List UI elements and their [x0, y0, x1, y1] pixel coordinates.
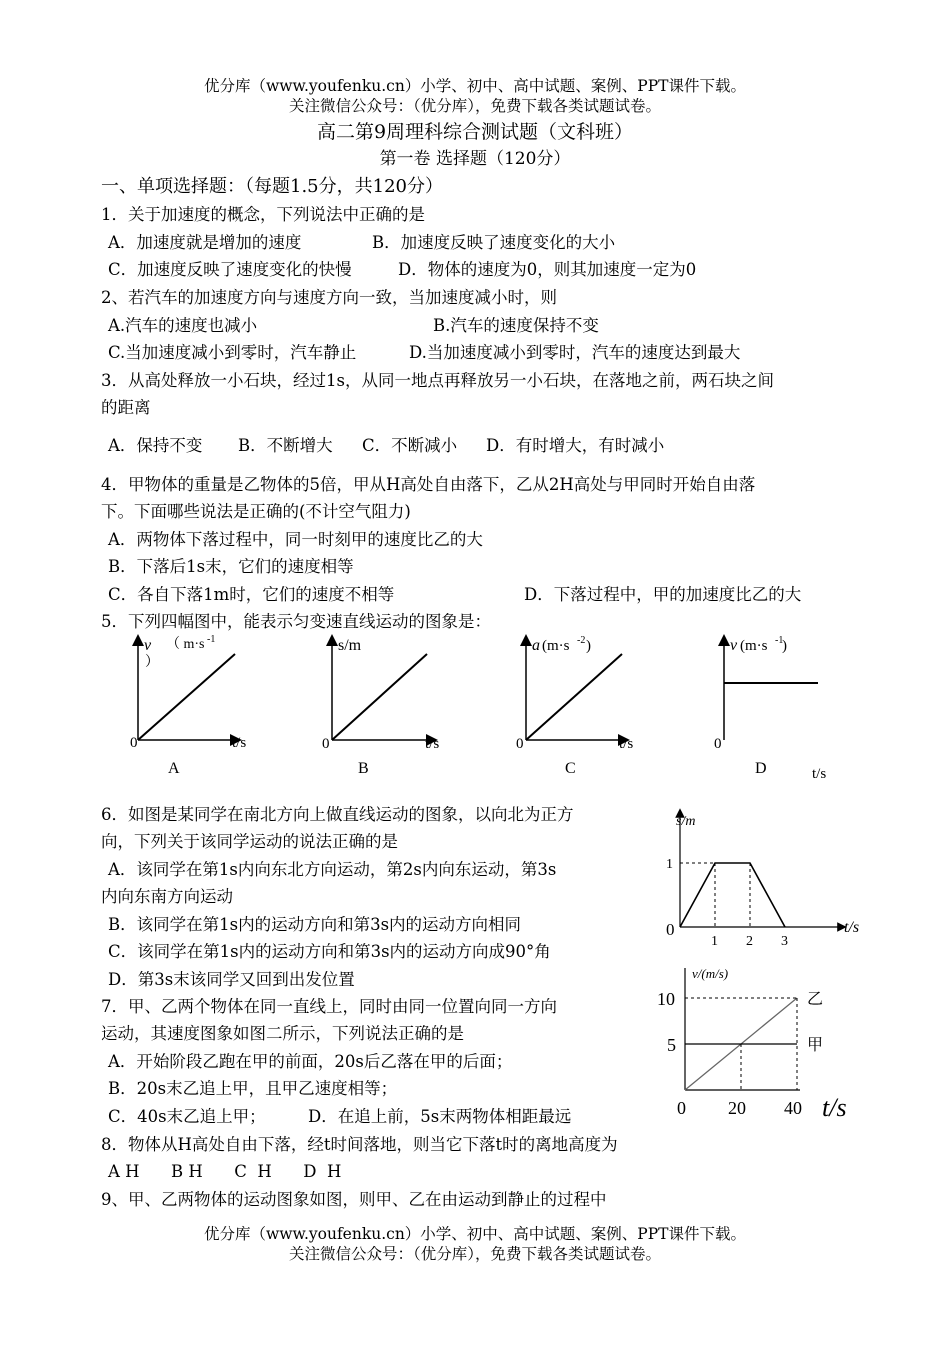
section-heading: 一、单项选择题：（每题1.5分，共120分） [101, 176, 443, 197]
header-line-1: 优分库（www.youfenku.cn）小学、初中、高中试题、案例、PPT课件下载。 [203, 77, 747, 95]
q4-option-d: D．下落过程中，甲的加速度比乙的大 [524, 585, 802, 604]
q6-option-a-line-1: A．该同学在第1s内向东北方向运动，第2s内向东运动，第3s [108, 860, 557, 879]
graph-b-origin: 0 [322, 736, 330, 752]
q7-xtick-20: 20 [728, 1098, 746, 1118]
q9-stem: 9、甲、乙两物体的运动图象如图，则甲、乙在由运动到静止的过程中 [101, 1190, 607, 1209]
q7-legend-jia: 甲 [807, 1037, 824, 1054]
graph-c-origin: 0 [516, 736, 524, 752]
q7-xlabel: t/s [822, 1093, 847, 1122]
q6-ylabel: s/m [676, 814, 696, 829]
exam-title: 高二第9周理科综合测试题（文科班） [316, 121, 634, 143]
q3-option-d: D．有时增大，有时减小 [486, 436, 665, 455]
graph-c-line [526, 654, 622, 740]
q7-ytick-10: 10 [657, 989, 675, 1009]
q7-legend-yi: 乙 [807, 991, 824, 1008]
q5-stem: 5．下列四幅图中，能表示匀变速直线运动的图象是： [101, 612, 491, 631]
graph-a-ylabel-v: v [144, 637, 152, 654]
q1-option-d: D．物体的速度为0，则其加速度一定为0 [398, 260, 697, 279]
q6-xtick-2: 2 [746, 934, 753, 949]
graph-c-ylabel-exp: -2 [577, 635, 586, 646]
q5-graphs [0, 630, 950, 785]
graph-a-ylabel-exp: -1 [207, 634, 216, 645]
header-line-2: 关注微信公众号：（优分库），免费下载各类试题试卷。 [288, 97, 661, 115]
q7-ylabel: v/(m/s) [692, 966, 729, 981]
q1-option-b: B．加速度反映了速度变化的大小 [372, 233, 616, 252]
footer-line-1: 优分库（www.youfenku.cn）小学、初中、高中试题、案例、PPT课件下载。 [203, 1225, 747, 1243]
graph-c-ylabel-unit: (m·s [542, 638, 570, 654]
q7-stem-line-2: 运动，其速度图象如图二所示，下列说法正确的是 [101, 1024, 464, 1043]
q4-stem-line-1: 4．甲物体的重量是乙物体的5倍，甲从H高处自由落下，乙从2H高处与甲同时开始自由落 [101, 475, 756, 494]
q3-option-c: C．不断减小 [362, 436, 458, 455]
graph-d-xlabel: t/s [812, 766, 827, 782]
exam-subtitle: 第一卷 选择题（120分） [379, 149, 571, 169]
q3-stem-line-1: 3．从高处释放一小石块，经过1s，从同一地点再释放另一小石块，在落地之前，两石块之间 [101, 371, 774, 390]
q2-option-b: B.汽车的速度保持不变 [433, 316, 599, 335]
graph-b-ylabel: s/m [338, 637, 362, 654]
graph-d-ylabel-v: v [730, 637, 738, 654]
graph-a-ylabel-close: ） [145, 655, 159, 670]
graph-a-xlabel: t/s [232, 735, 247, 751]
q6-graph [650, 805, 880, 955]
q6-stem-line-1: 6．如图是某同学在南北方向上做直线运动的图象，以向北为正方 [101, 805, 574, 824]
graph-c-letter: C [565, 760, 576, 777]
graph-c-ylabel-close: ) [586, 638, 591, 654]
q7-option-a: A．开始阶段乙跑在甲的前面，20s后乙落在甲的后面； [108, 1052, 513, 1071]
q6-stem-line-2: 向，下列关于该同学运动的说法正确的是 [101, 832, 398, 851]
q3-option-a: A．保持不变 [108, 436, 203, 455]
q7-xtick-0: 0 [677, 1098, 686, 1118]
q2-option-a: A.汽车的速度也减小 [108, 316, 258, 335]
q6-xtick-0: 0 [666, 920, 675, 939]
graph-a-ylabel-unit: （ m·s [166, 637, 205, 652]
graph-a-letter: A [168, 760, 180, 777]
graph-d-ylabel-exp: -1 [775, 635, 784, 646]
graph-b-xlabel: t/s [425, 736, 440, 752]
graph-d-ylabel-close: ) [782, 638, 787, 654]
q2-option-d: D.当加速度减小到零时，汽车的速度达到最大 [409, 343, 741, 362]
q1-option-c: C．加速度反映了速度变化的快慢 [108, 260, 352, 279]
q6-xtick-1: 1 [711, 934, 718, 949]
q7-stem-line-1: 7．甲、乙两个物体在同一直线上，同时由同一位置向同一方向 [101, 997, 557, 1016]
footer-line-2: 关注微信公众号：（优分库），免费下载各类试题试卷。 [288, 1245, 661, 1263]
q7-graph [650, 960, 890, 1125]
q7-option-c: C．40s末乙追上甲； [108, 1107, 266, 1126]
graph-b [322, 637, 439, 777]
q6-option-d: D．第3s末该同学又回到出发位置 [108, 970, 355, 989]
graph-d-letter: D [755, 760, 767, 777]
graph-c-ylabel-a: a [532, 637, 540, 654]
graph-c [516, 635, 633, 777]
q1-option-a: A．加速度就是增加的速度 [108, 233, 302, 252]
q8-options: A H B H C H D H [108, 1162, 342, 1181]
graph-b-letter: B [358, 760, 369, 777]
q8-stem: 8．物体从H高处自由下落，经t时间落地，则当它下落t时的离地高度为 [101, 1135, 618, 1154]
q1-stem: 1．关于加速度的概念，下列说法中正确的是 [101, 205, 425, 224]
q4-option-c: C．各自下落1m时，它们的速度不相等 [108, 585, 395, 604]
q6-option-a-line-2: 内向东南方向运动 [101, 887, 233, 906]
q6-xlabel: t/s [844, 919, 860, 936]
q4-option-a: A．两物体下落过程中，同一时刻甲的速度比乙的大 [108, 530, 483, 549]
q6-series-line [680, 863, 785, 927]
graph-d-ylabel-unit: (m·s [740, 638, 768, 654]
graph-c-xlabel: t/s [619, 736, 634, 752]
q2-option-c: C.当加速度减小到零时，汽车静止 [108, 343, 357, 362]
q6-ytick-1: 1 [666, 857, 673, 872]
q7-xtick-40: 40 [784, 1098, 802, 1118]
q3-stem-line-2: 的距离 [101, 398, 151, 417]
graph-b-line [332, 654, 427, 740]
graph-a [130, 634, 246, 777]
graph-d-origin: 0 [714, 736, 722, 752]
graph-d [714, 635, 826, 782]
q3-option-b: B．不断增大 [238, 436, 333, 455]
graph-a-origin: 0 [130, 735, 138, 751]
q7-option-b: B．20s末乙追上甲，且甲乙速度相等； [108, 1079, 398, 1098]
q7-option-d: D．在追上前，5s末两物体相距最远 [308, 1107, 572, 1126]
q4-option-b: B．下落后1s末，它们的速度相等 [108, 557, 354, 576]
q2-stem: 2、若汽车的加速度方向与速度方向一致，当加速度减小时，则 [101, 288, 557, 307]
q6-xtick-3: 3 [781, 934, 788, 949]
q7-ytick-5: 5 [667, 1035, 676, 1055]
q6-option-b: B．该同学在第1s内的运动方向和第3s内的运动方向相同 [108, 915, 522, 934]
q6-option-c: C．该同学在第1s内的运动方向和第3s内的运动方向成90°角 [108, 942, 551, 961]
q4-stem-line-2: 下。下面哪些说法是正确的(不计空气阻力) [101, 502, 411, 521]
